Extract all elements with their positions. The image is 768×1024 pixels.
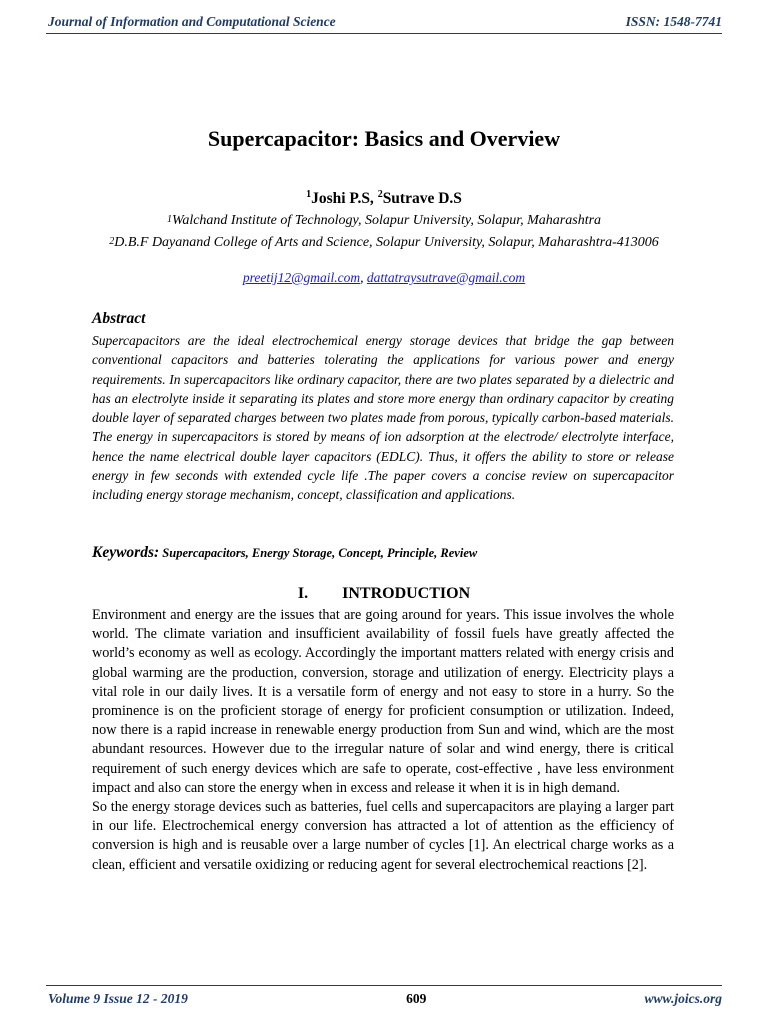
header-rule [46,33,722,34]
keywords [92,544,682,562]
running-footer [48,989,722,1009]
intro-paragraph-2: So the energy storage devices such as batteries, fuel cells and supercapacitors are playing a larger part in our life. Electrochemical energy conversion has attracted a lot of attention as the efficiency of conversion is high and is reusable over a large number of cycles [1]. An electrical charge works as a clean, efficient and versatile oxidizing or reducing agent for several electrochemical reactions [2]. [92,799,674,873]
intro-paragraph-1: Environment and energy are the issues that are going around for years. This issue involves the whole world. The climate variation and insufficient availability of fossil fuels have greatly affected the world’s economy as well as ecology. Accordingly the important matters related with energy crisis and global warming are the production, conversion, storage and utilization of energy. Electricity plays a vital role in our daily lives. It is a versatile form of energy and not easy to store in a hurry. So the prominence is on the proficient storage of energy for proficient consumption or utilization. Indeed, now there is a rapid increase in renewable energy production from Sun and wind, which are the most abundant resources. However due to the irregular nature of solar and wind energy, there is critical requirement of such energy devices which are safe to operate, cost-effective , have less environment impact and also can store the energy when in excess and release it when it is in high demand. [92,607,674,796]
section-title: INTRODUCTION [342,585,471,602]
author-emails [0,270,768,286]
running-header [48,12,722,32]
section-heading-introduction [0,585,768,603]
affiliation-2-text: D.B.F Dayanand College of Arts and Science, Solapur University, Solapur, Maharashtra-413006 [114,235,659,250]
email-separator: , [360,270,367,285]
issn: ISSN: 1548-7741 [625,14,722,29]
journal-website: www.joics.org [644,991,722,1006]
keywords-text: Supercapacitors, Energy Storage, Concept, Principle, Review [159,546,478,560]
affiliation-1 [90,211,678,230]
affiliation-2 [90,233,678,252]
page-number: 609 [406,991,427,1006]
author1-marker: 1 [306,189,312,200]
author2-marker: 2 [377,189,383,200]
affiliation-1-text: Walchand Institute of Technology, Solapur University, Solapur, Maharashtra [171,213,602,228]
email-link-1[interactable]: preetij12@gmail.com [242,270,361,285]
footer-rule [46,985,722,986]
affiliation-2-marker: 2 [109,236,115,247]
volume-issue: Volume 9 Issue 12 - 2019 [48,991,188,1006]
paper-title: Supercapacitor: Basics and Overview [207,126,561,151]
journal-name: Journal of Information and Computational Science [48,14,336,29]
author2-name: Sutrave D.S [382,190,462,207]
email-link-2[interactable]: dattatraysutrave@gmail.com [366,270,526,285]
keywords-label: Keywords: [92,544,160,561]
affiliation-1-marker: 1 [166,214,172,225]
abstract-text: Supercapacitors are the ideal electrochemical energy storage devices that bridge the gap between conventional capacitors and batteries tolerating the applications for various power and energy requirements. In supercapacitors like ordinary capacitor, there are two plates separated by a dielectric and has an electrolyte inside it separating its plates and store more energy than ordinary capacitor by creating double layer of separated charges between two plates made from porous, typically carbon-based materials. The energy in supercapacitors is stored by means of ion adsorption at the electrode/ electrolyte interface, hence the name electrical double layer capacitors (EDLC). Thus, it offers the ability to store or release energy in few seconds with extended cycle life .The paper covers a concise review on supercapacitor including energy storage mechanism, concept, classification and applications. [92,333,674,503]
authors [0,190,768,208]
author1-name: Joshi P.S, [311,190,378,207]
abstract-heading: Abstract [92,310,146,327]
section-number: I. [297,585,309,602]
introduction-body [92,606,674,875]
